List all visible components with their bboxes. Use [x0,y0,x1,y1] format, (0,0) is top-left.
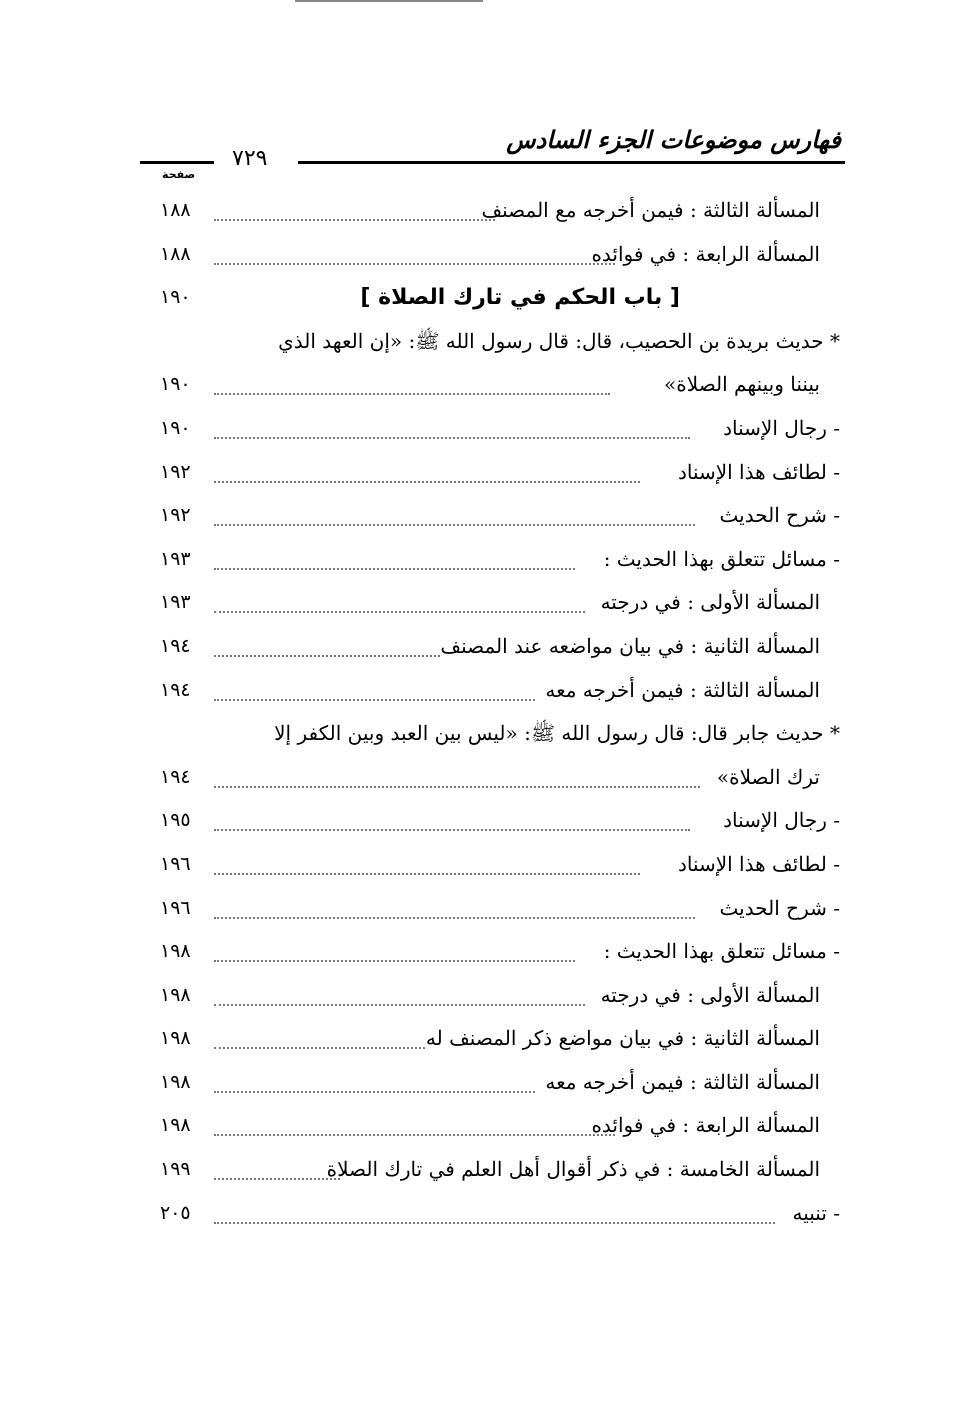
toc-row [150,1062,840,1106]
dot-leader [214,786,700,788]
toc-entry: المسألة الأولى : في درجته [600,590,820,615]
toc-row [150,452,840,496]
dot-leader [214,437,690,439]
toc-entry: - شرح الحديث [719,503,840,528]
toc-page-number: ١٩٨ [160,1027,191,1050]
top-edge-rule [295,0,483,2]
running-title: فهارس موضوعات الجزء السادس [506,126,841,154]
toc-row [150,670,840,714]
toc-row [150,277,840,321]
toc-row [150,931,840,975]
toc-page-number: ١٨٨ [160,199,191,221]
dot-leader [214,917,695,919]
dot-leader [214,1134,615,1136]
toc-page-number: ١٩٢ [160,504,191,527]
toc-entry: * حديث جابر قال: قال رسول الله ﷺ: «ليس بين العبد وبين الكفر إلا [274,721,840,746]
toc-entry: - لطائف هذا الإسناد [677,851,840,876]
toc-row [150,364,840,408]
toc-page-number: ١٩٤ [160,765,191,788]
toc-entry: المسألة الثانية : في بيان مواضعه عند المصنف [440,633,820,658]
toc-entry: - شرح الحديث [719,895,840,920]
toc-page-number: ١٩٠ [160,286,191,309]
table-of-contents [150,190,840,1236]
toc-entry: - تنبيه [792,1200,840,1225]
toc-row [150,539,840,583]
toc-row [150,757,840,801]
toc-page-number: ١٩٦ [160,896,191,919]
dot-leader [214,524,695,526]
toc-page-number: ٢٠٥ [160,1201,191,1224]
toc-page-number: ١٩٣ [160,591,191,614]
toc-page-number: ١٩٨ [160,1070,191,1093]
dot-leader [214,1178,340,1180]
toc-row [150,582,840,626]
toc-entry: المسألة الأولى : في درجته [600,982,820,1007]
toc-row [150,713,840,757]
toc-entry: المسألة الرابعة : في فوائده [591,241,820,266]
dot-leader [214,219,495,221]
toc-row [150,1018,840,1062]
toc-row [150,408,840,452]
dot-leader [214,873,640,875]
toc-entry: - رجال الإسناد [723,808,840,833]
toc-entry: المسألة الثالثة : فيمن أخرجه معه [545,1069,820,1094]
toc-row [150,888,840,932]
toc-entry: * حديث بريدة بن الحصيب، قال: قال رسول الله ﷺ: «إن العهد الذي [278,328,840,353]
header-rule-short [140,161,214,164]
dot-leader [214,699,535,701]
toc-entry: - رجال الإسناد [723,415,840,440]
dot-leader [214,611,585,613]
page-header [140,126,845,196]
toc-row [150,1105,840,1149]
toc-row [150,800,840,844]
toc-entry: المسألة الثانية : في بيان مواضع ذكر المصنف له [425,1026,820,1051]
dot-leader [214,960,575,962]
toc-entry: - مسائل تتعلق بهذا الحديث : [603,546,840,571]
toc-row [150,1193,840,1237]
dot-leader [214,481,640,483]
toc-page-number: ١٩٦ [160,852,191,875]
toc-entry: المسألة الثالثة : فيمن أخرجه معه [545,677,820,702]
toc-page-number: ١٩٠ [160,373,191,396]
toc-page-number: ١٩٨ [160,1114,191,1137]
toc-row [150,321,840,365]
dot-leader [214,1047,425,1049]
toc-entry: ترك الصلاة» [716,764,820,789]
toc-page-number: ١٩٤ [160,634,191,657]
toc-entry: - لطائف هذا الإسناد [677,459,840,484]
dot-leader [214,1091,535,1093]
toc-row [150,844,840,888]
toc-row [150,495,840,539]
toc-entry: - مسائل تتعلق بهذا الحديث : [603,939,840,964]
dot-leader [214,263,615,265]
chapter-heading: [ باب الحكم في تارك الصلاة ] [360,285,680,311]
toc-entry: المسألة الرابعة : في فوائده [591,1113,820,1138]
dot-leader [214,393,610,395]
toc-entry: المسألة الثالثة : فيمن أخرجه مع المصنف [481,198,820,222]
toc-page-number: ١٩٨ [160,940,191,963]
toc-page-number: ١٩٥ [160,809,191,832]
dot-leader [214,1222,775,1224]
toc-page-number: ١٩٣ [160,547,191,570]
toc-page-number: ١٩٤ [160,678,191,701]
toc-page-number: ١٨٨ [160,242,191,265]
dot-leader [214,829,690,831]
dot-leader [214,655,440,657]
toc-row [150,190,840,234]
header-rule [298,161,845,164]
toc-row [150,975,840,1019]
page-number: ٧٢٩ [232,146,268,171]
toc-row [150,1149,840,1193]
toc-page-number: ١٩٩ [160,1158,191,1181]
toc-entry: بيننا وبينهم الصلاة» [664,372,820,397]
page-column-label: صفحة [162,168,196,181]
dot-leader [214,568,575,570]
toc-page-number: ١٩٠ [160,416,191,439]
toc-row [150,234,840,278]
dot-leader [214,1004,585,1006]
toc-page-number: ١٩٢ [160,460,191,483]
toc-row [150,626,840,670]
toc-entry: المسألة الخامسة : في ذكر أقوال أهل العلم في تارك الصلاة [326,1157,820,1182]
toc-page-number: ١٩٨ [160,983,191,1006]
